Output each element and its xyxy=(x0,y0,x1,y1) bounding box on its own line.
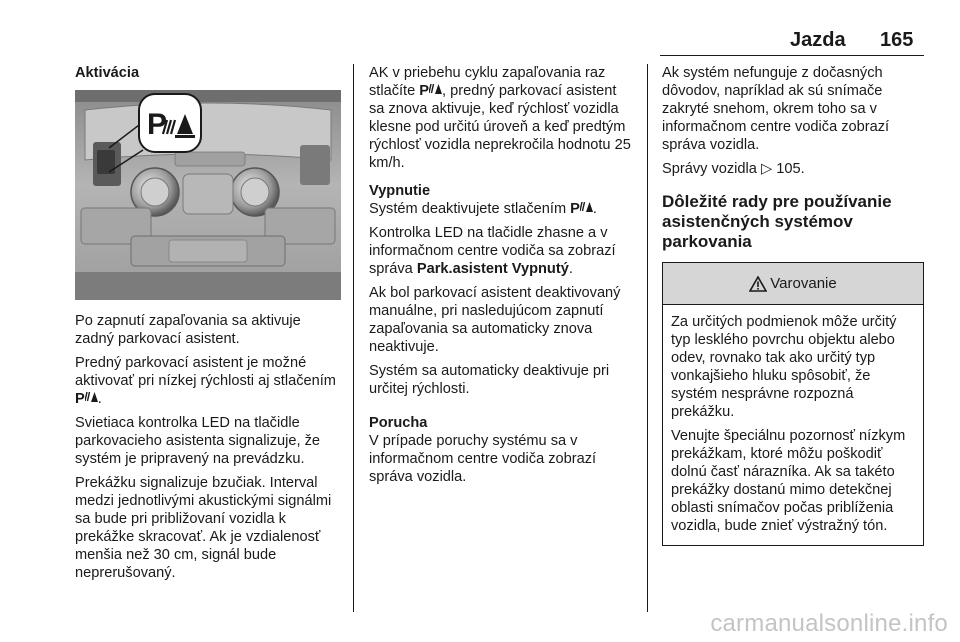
park-symbol-letter: P xyxy=(75,391,85,407)
warning-triangle-icon xyxy=(749,276,767,292)
col3-paragraph-1: Ak systém nefunguje z dočasných dôvodov, napríklad ak sú snímače zakryté snehom, okrem toho sa v informačnom centre vodiča zobrazí správa vozidla. xyxy=(662,65,890,153)
heading-parking-tips: Dôležité rady pre používanie asistenčných systémov parkovania xyxy=(662,192,892,251)
park-assist-button-icon xyxy=(570,201,593,217)
col2-paragraph-3-text: Kontrolka LED na tlačidle zhasne a v informačnom centre vodiča sa zobrazí správa xyxy=(369,225,616,277)
message-park-assist-off: Park.asistent Vypnutý xyxy=(416,261,569,277)
warning-header xyxy=(663,263,923,305)
column-2 xyxy=(369,64,635,492)
column-divider-2 xyxy=(647,64,648,612)
park-symbol-letter: P xyxy=(419,83,430,99)
heading-aktivacia: Aktivácia xyxy=(75,65,140,81)
warning-paragraph-2: Venujte špeciálnu pozornosť nízkym prekážkam, ktoré môžu poškodiť dolnú časť nárazníka. Ak sa takéto prekážky dostanú mimo detekčnej oblasti snímačov počas priblíženia vozidla, bude znieť výstražný tón. xyxy=(671,428,906,534)
col1-paragraph-4: Prekážku signalizuje bzučiak. Interval medzi jednotlivými akustickými signálmi sa bude pri približovaní vozidla k prekážke skracovať. Ak je vzdialenosť menšia než 30 cm, signál bude neprerušovaný. xyxy=(75,475,332,581)
page-header xyxy=(0,0,960,56)
col2-paragraph-1-text: AK v priebehu cyklu zapaľovania raz stlačíte xyxy=(369,65,606,99)
page-reference-arrow-icon: ▷ xyxy=(760,161,773,177)
park-assist-button-icon xyxy=(419,83,442,99)
col2-paragraph-2 xyxy=(369,200,635,218)
col1-paragraph-1: Po zapnutí zapaľovania sa aktivuje zadný parkovací asistent. xyxy=(75,313,301,347)
col2-paragraph-3-end: . xyxy=(568,261,573,277)
col1-paragraph-3: Svietiaca kontrolka LED na tlačidle parkovacieho asistenta signalizuje, že systém je pripravený na prevádzku. xyxy=(75,415,320,467)
col1-paragraph-2 xyxy=(75,354,341,408)
col2-paragraph-2-end: . xyxy=(592,201,597,217)
subheading-porucha: Porucha xyxy=(369,415,428,431)
page-number: 165 xyxy=(880,29,914,51)
page-reference-link[interactable]: 105 xyxy=(776,161,801,177)
warning-title: Varovanie xyxy=(770,274,837,292)
section-title: Jazda xyxy=(790,29,846,51)
col2-paragraph-3 xyxy=(369,224,635,278)
column-3 xyxy=(662,64,924,546)
subheading-vypnutie: Vypnutie xyxy=(369,183,431,199)
watermark: carmanualsonline.info xyxy=(710,610,948,637)
photo-button-label: P xyxy=(147,108,168,141)
column-1 xyxy=(75,64,341,588)
column-divider-1 xyxy=(353,64,354,612)
col2-paragraph-5: Systém sa automaticky deaktivuje pri určitej rýchlosti. xyxy=(369,363,610,397)
dashboard-photo xyxy=(75,90,341,300)
park-symbol-letter: P xyxy=(570,201,580,217)
col1-paragraph-2-text: Predný parkovací asistent je možné aktivovať pri nízkej rýchlosti aj stlačením xyxy=(75,355,336,389)
col3-paragraph-2 xyxy=(662,160,924,178)
warning-box xyxy=(662,262,924,546)
col2-paragraph-6: V prípade poruchy systému sa v informačnom centre vodiča zobrazí správa vozidla. xyxy=(369,433,597,485)
col1-paragraph-2-end: . xyxy=(97,391,102,407)
col3-paragraph-2-end: . xyxy=(800,161,805,177)
col2-paragraph-1 xyxy=(369,64,635,172)
warning-paragraph-1: Za určitých podmienok môže určitý typ lesklého povrchu objektu alebo odev, rovnako tak ako určitý typ vonkajšieho hluku spôsobiť, že systém nesprávne rozpozná prekážku. xyxy=(671,314,897,420)
col2-paragraph-2-text: Systém deaktivujete stlačením xyxy=(369,201,567,217)
col2-paragraph-4: Ak bol parkovací asistent deaktivovaný manuálne, pri nasledujúcom zapnutí zapaľovania sa automaticky znova neaktivuje. xyxy=(369,285,621,355)
park-assist-button-icon xyxy=(75,391,98,407)
header-rule xyxy=(660,55,924,56)
warning-body xyxy=(663,305,923,545)
col3-paragraph-2-text: Správy vozidla xyxy=(662,161,757,177)
col2-paragraph-1-end: , predný parkovací asistent sa znova aktivuje, keď rýchlosť vozidla klesne pod určitú úroveň a keď predtým rýchlosť vozidla neprekročila hodnotu 25 km/h. xyxy=(369,83,631,171)
